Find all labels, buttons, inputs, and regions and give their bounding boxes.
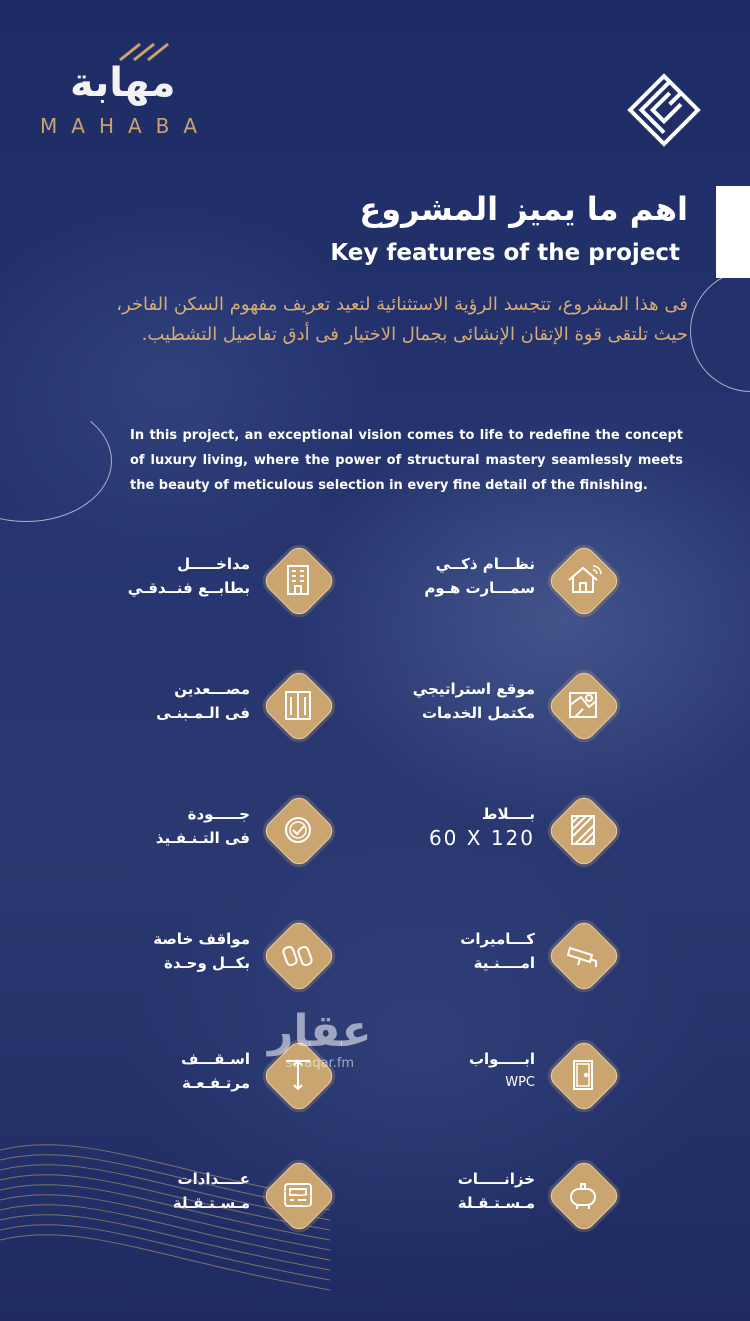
building-entrance-icon <box>266 548 330 612</box>
feature-line2: 60 X 120 <box>428 826 535 850</box>
elevator-icon <box>266 673 330 737</box>
feature-label <box>460 927 535 975</box>
watermark-arabic: عقار <box>268 1006 372 1057</box>
feature-line1: مداخـــــل <box>177 555 250 573</box>
feature-line1: كـــاميرات <box>460 930 535 948</box>
smart-home-icon <box>551 548 615 612</box>
intro-paragraph-arabic: فى هذا المشروع، تتجسد الرؤية الاستثنائية لتعيد تعريف مفهوم السكن الفاخر، حيث تلتقى قوة الإتقان الإنشائى بجمال الاختيار فى أدق تفاصيل التشطيب. <box>116 294 688 345</box>
feature-water-tanks <box>340 1163 615 1235</box>
header-accent-tab <box>716 186 750 278</box>
feature-line1: بــــلاط <box>481 805 535 823</box>
intro-paragraph-english: In this project, an exceptional vision comes to life to redefine the concept of luxury living, where the power of structural mastery seamlessly meets the beauty of meticulous selection in every fine detail of the finishing. <box>130 428 683 493</box>
feature-label <box>424 552 535 600</box>
feature-line2: مكتمل الخدمات <box>421 704 535 722</box>
quality-badge-icon <box>266 798 330 862</box>
feature-line1: موقع استراتيجي <box>412 680 535 698</box>
feature-line2: امــــنـية <box>473 954 535 972</box>
feature-line1: مصـــعدين <box>174 680 250 698</box>
feature-line2: بطابــع فنــدقـي <box>127 579 250 597</box>
feature-label <box>429 802 535 850</box>
feature-strategic-location <box>340 673 615 745</box>
brand-logo <box>40 42 250 142</box>
feature-line1: مواقف خاصة <box>153 930 250 948</box>
feature-label <box>181 1047 250 1095</box>
developer-emblem-icon <box>626 72 702 148</box>
feature-line2: مـسـتـقـلة <box>172 1194 250 1212</box>
feature-private-parking <box>55 923 330 995</box>
page-title-arabic: اهم ما يميز المشروع <box>359 190 688 228</box>
feature-hotel-entrances <box>55 548 330 620</box>
feature-line2: بكــل وحـدة <box>163 954 250 972</box>
feature-line2: فى التـنـفـيذ <box>155 829 250 847</box>
feature-elevators <box>55 673 330 745</box>
page-title-english: Key features of the project <box>330 240 680 266</box>
feature-smart-home <box>340 548 615 620</box>
water-tank-icon <box>551 1163 615 1227</box>
feature-tiles <box>340 798 615 870</box>
feature-line1: جـــــودة <box>187 805 250 823</box>
feature-line1: اسـقـــف <box>180 1050 250 1068</box>
feature-line2: مـسـتـقـلة <box>457 1194 535 1212</box>
parking-cars-icon <box>266 923 330 987</box>
decorative-arc-right <box>690 270 750 392</box>
feature-wpc-doors <box>340 1043 615 1115</box>
feature-label <box>469 1047 535 1095</box>
feature-label <box>458 1167 535 1215</box>
feature-line1: عــــدادات <box>177 1170 250 1188</box>
feature-line1: نظـــام ذكــي <box>435 555 535 573</box>
feature-line1: خزانـــــات <box>457 1170 535 1188</box>
feature-label <box>413 677 535 725</box>
security-camera-icon <box>551 923 615 987</box>
feature-label <box>156 677 250 725</box>
feature-security-cameras <box>340 923 615 995</box>
tiles-icon <box>551 798 615 862</box>
feature-quality <box>55 798 330 870</box>
feature-line2: فى الـمـبنـى <box>156 704 250 722</box>
feature-label <box>153 927 250 975</box>
logo-arabic: مهابة <box>70 60 176 106</box>
logo-english: MAHABA <box>40 114 212 138</box>
feature-label <box>156 802 250 850</box>
watermark-url: sa.aqar.fm <box>285 1056 355 1071</box>
decorative-waves <box>0 1130 330 1321</box>
feature-line1: ابـــــواب <box>468 1050 535 1068</box>
feature-line2: سمـــارت هـوم <box>424 579 535 597</box>
aqar-watermark <box>268 1006 372 1071</box>
door-icon <box>551 1043 615 1107</box>
logo-stripes-icon <box>118 42 172 62</box>
feature-line2: WPC <box>505 1075 535 1090</box>
decorative-arc-left <box>0 400 112 522</box>
feature-label <box>128 552 250 600</box>
location-map-icon <box>551 673 615 737</box>
feature-line2: مرتـفـعـة <box>182 1074 250 1092</box>
